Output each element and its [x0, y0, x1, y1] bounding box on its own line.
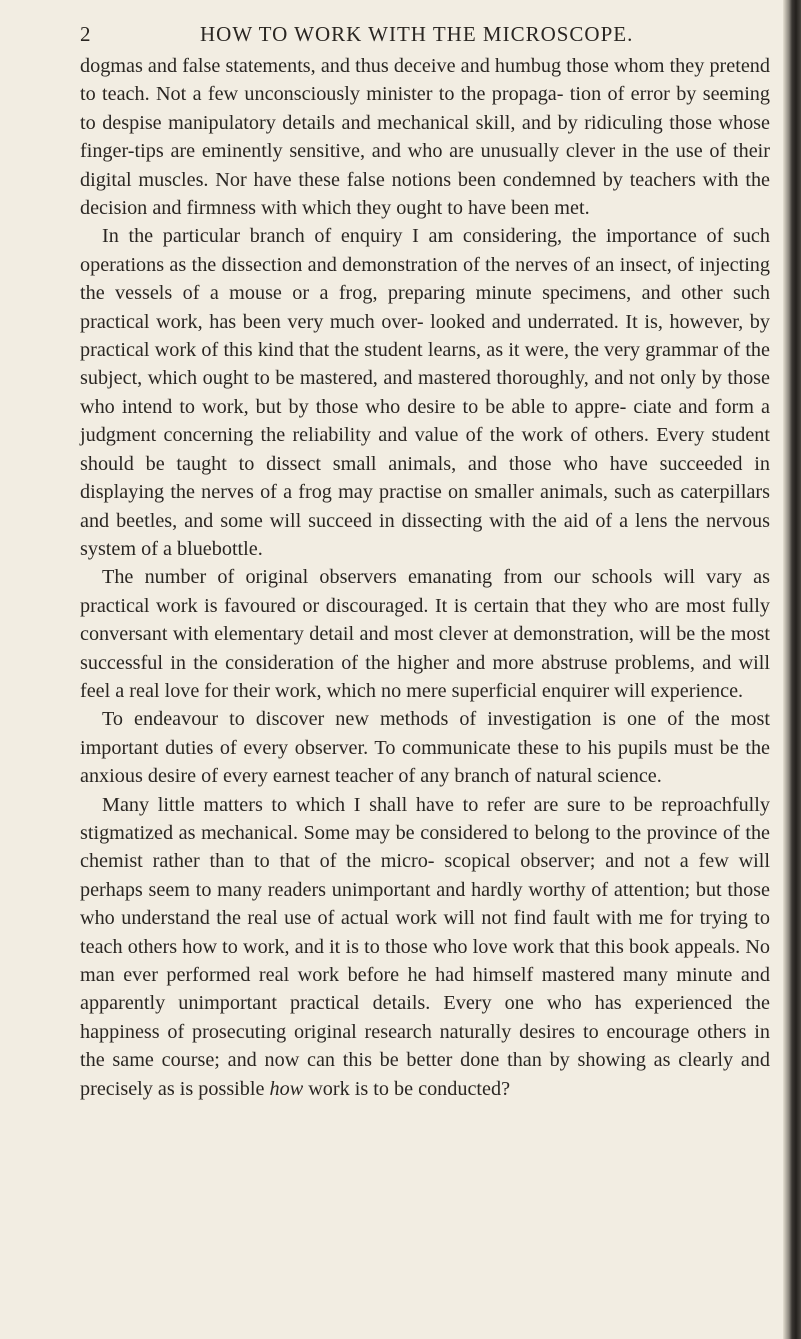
paragraph-3: The number of original observers emanating from our schools will vary as practical work is favoured or discouraged. It is certain that they who are most fully conversant with elementary detail and most clever at demonstration, will be the most successful in the consideration of the higher and more abstruse problems, and will feel a real love for their work, which no mere superficial enquirer will experience. — [80, 566, 770, 702]
paragraph-5-text-after: work is to be conducted? — [303, 1077, 511, 1100]
paragraph-2: In the particular branch of enquiry I am considering, the importance of such operations as the dissection and demonstration of the nerves of an insect, of injecting the vessels of a mouse or a frog, preparing minute specimens, and other such practical work, has been very much over- looked and underrated. It is, however, by practical work of this kind that the student learns, as it were, the very grammar of the subject, which ought to be mastered, and mastered thoroughly, and not only by those who intend to work, but by those who desire to be able to appre- ciate and form a judgment concerning the reliability and value of the work of others. Every student should be taught to dissect small animals, and those who have succeeded in displaying the nerves of a frog may practise on smaller animals, such as caterpillars and beetles, and some will succeed in dissecting with the aid of a lens the nervous system of a bluebottle. — [80, 225, 770, 560]
page-edge — [783, 0, 801, 1339]
body-text — [80, 52, 770, 1103]
page-number: 2 — [80, 22, 92, 46]
page-header — [80, 22, 770, 52]
paragraph-4: To endeavour to discover new methods of investigation is one of the most important duties of every observer. To communicate these to his pupils must be the anxious desire of every earnest teacher of any branch of natural science. — [80, 708, 770, 788]
running-title: HOW TO WORK WITH THE MICROSCOPE. — [200, 22, 634, 46]
paragraph-5-text-before: Many little matters to which I shall have to refer are sure to be reproachfully stigmatized as mechanical. Some may be considered to belong to the province of the chemist rather than to that of the micro- scopical observer; and not a few will perhaps seem to many readers unimportant and hardly worthy of attention; but those who understand the real use of actual work will not find fault with me for trying to teach others how to work, and it is to those who love work that this book appeals. No man ever performed real work before he had himself mastered many minute and apparently unimportant practical details. Every one who has experienced the happiness of prosecuting original research naturally desires to encourage others in the same course; and now can this be better done than by showing as clearly and precisely as is possible — [80, 793, 770, 1100]
paragraph-5 — [80, 791, 770, 1103]
paragraph-5-emphasis: how — [269, 1077, 304, 1100]
paragraph-1: dogmas and false statements, and thus deceive and humbug those whom they pretend to teach. Not a few unconsciously minister to the propaga- tion of error by seeming to despise manipulatory details and mechanical skill, and by ridiculing those whose finger-tips are eminently sensitive, and who are unusually clever in the use of their digital muscles. Nor have these false notions been condemned by teachers with the decision and firmness with which they ought to have been met. — [80, 55, 770, 220]
